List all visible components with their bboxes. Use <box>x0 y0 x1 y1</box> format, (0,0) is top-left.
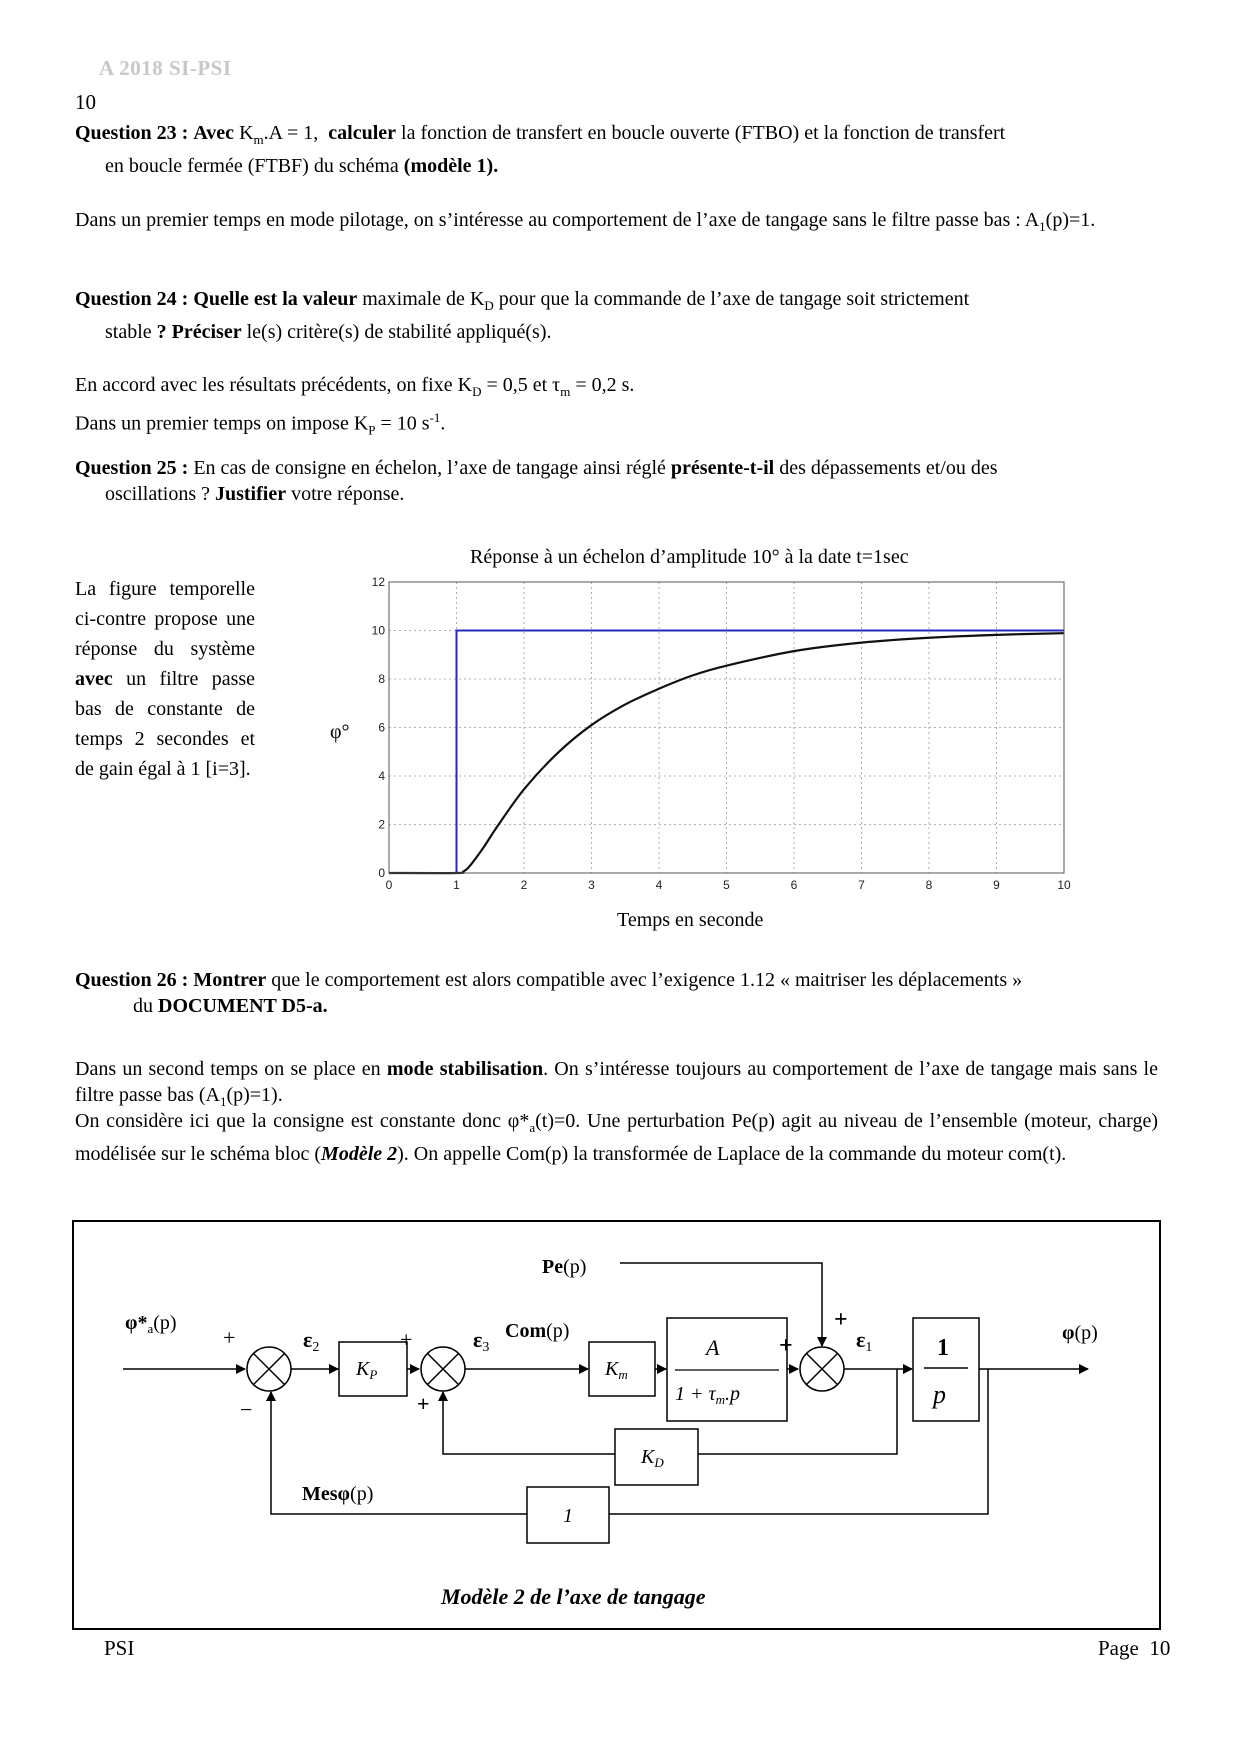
block-diagram-model-2 <box>0 1215 1240 1635</box>
chart-ylabel: φ° <box>330 721 350 743</box>
x-tick-label: 1 <box>453 878 460 892</box>
question-24: Question 24 : Quelle est la valeur maximale de $K_D$ pour que la commande de l’axe de tangage soit strictement stable ? Préciser le(s) critère(s) de stabilité appliqué(s). <box>75 288 970 343</box>
chart-title: Réponse à un échelon d’amplitude 10° à la date t=1sec <box>470 546 909 568</box>
svg-text:1: 1 <box>563 1505 573 1527</box>
y-tick-label: 6 <box>378 720 385 735</box>
x-tick-label: 5 <box>723 878 730 892</box>
x-tick-label: 2 <box>520 878 528 892</box>
x-tick-label: 4 <box>655 878 663 892</box>
svg-text:p: p <box>933 1380 946 1409</box>
question-25: Question 25 : En cas de consigne en échelon, l’axe de tangage ainsi réglé présente-t-il des dépassements et/ou des oscillations ? Justifier votre réponse. <box>75 457 998 505</box>
y-tick-label: 0 <box>378 866 385 880</box>
svg-text:KD: $K_D$ <box>641 1446 664 1470</box>
eps3-label: ε3 <box>473 1327 490 1355</box>
x-tick-label: 9 <box>993 878 1000 892</box>
svg-text:KP: $K_P$ <box>356 1358 378 1382</box>
footer-left: PSI <box>104 1636 135 1660</box>
x-tick-label: 10 <box>1057 878 1071 892</box>
diagram-frame <box>73 1221 1160 1629</box>
y-tick-label: 10 <box>371 623 385 638</box>
svg-text:Km: $K_m$ <box>605 1358 628 1382</box>
summer-2-plus-bottom: + <box>417 1391 430 1416</box>
x-tick-label: 0 <box>385 878 393 892</box>
paragraph-pilotage: Dans un premier temps en mode pilotage, on s’intéresse au comportement de l’axe de tangage sans le filtre passe bas : $A_1(p)=1$. <box>75 209 1096 234</box>
chart-grid <box>389 582 1064 873</box>
eps1-label: ε1 <box>856 1327 873 1355</box>
summer-2-plus-top: + <box>400 1327 413 1352</box>
chart-xlabel: Temps en seconde <box>617 909 764 931</box>
svg-text:1: 1 <box>937 1335 949 1361</box>
paragraph-settings: En accord avec les résultats précédents, on fixe $K_D = 0,5$ et $\tau_m = 0,2$ s. Dans un premier temps on impose $K_P = 10$ $s^{-1}$. <box>75 374 635 438</box>
com-label: Com(p) <box>505 1320 570 1342</box>
x-tick-label: 7 <box>858 878 865 892</box>
output-label: φ(p) <box>1062 1322 1098 1344</box>
summer-1-plus: + <box>223 1325 236 1350</box>
exam-header: A 2018 SI-PSI <box>99 56 232 80</box>
svg-text:1 + τm.p: $1 + \tau_m.p$ <box>675 1383 741 1407</box>
x-tick-label: 3 <box>588 878 595 892</box>
chart-series <box>389 631 1064 874</box>
page-number-top: 10 <box>75 90 96 114</box>
y-tick-label: 8 <box>378 672 385 686</box>
integrator-block <box>913 1318 979 1421</box>
paragraph-perturbation: On considère ici que la consigne est constante donc $\varphi*_a(t)=0$. Une perturbation Pe(p) agit au niveau de l’ensemble (moteur, charge) modélisée sur le schéma bloc (Modèle 2). On appelle Com(p) la transformée de Laplace de la commande du moteur com(t). <box>75 1110 1158 1165</box>
input-label: $\varphi*_a(p)$ <box>125 1312 177 1336</box>
question-23: Question 23 : Avec $K_m.A = 1$, calculer la fonction de transfert en boucle ouverte (FTBO) et la fonction de transfert en boucle fermée (FTBF) du schéma (modèle 1). <box>75 122 1006 177</box>
paragraph-stabilisation: Dans un second temps on se place en mode stabilisation. On s’intéresse toujours au comportement de l’axe de tangage mais sans le filtre passe bas $(A_1(p)=1)$. <box>75 1058 1158 1109</box>
summer-3-plus-top: + <box>834 1307 848 1333</box>
pe-label: Pe(p) <box>542 1256 587 1278</box>
y-tick-label: 12 <box>371 575 385 589</box>
mes-label: Mesφ(p) <box>302 1483 374 1505</box>
footer-right: Page 10 <box>1098 1636 1171 1660</box>
x-tick-label: 6 <box>790 878 798 892</box>
q23-label: Question 23 : <box>75 122 189 144</box>
eps2-label: ε2 <box>303 1327 320 1355</box>
chart-ticks <box>372 575 1071 892</box>
figure-description: La figure temporelle ci-contre propose une réponse du système avec un filtre passe bas de constante de temps 2 secondes et de gain égal à 1 [i=3]. <box>75 578 256 780</box>
q23-avec: Avec <box>193 122 235 144</box>
summer-1-minus: − <box>240 1397 253 1422</box>
y-tick-label: 4 <box>378 769 385 783</box>
diagram-caption: Modèle 2 de l’axe de tangage <box>441 1584 706 1609</box>
y-tick-label: 2 <box>378 817 385 832</box>
question-26: Question 26 : Montrer que le comportement est alors compatible avec l’exigence 1.12 « maitriser les déplacements » du DOCUMENT D5-a. <box>75 969 1023 1017</box>
svg-text:A: A <box>706 1335 720 1360</box>
x-tick-label: 8 <box>925 878 933 892</box>
summer-3-plus-left: + <box>779 1333 793 1359</box>
